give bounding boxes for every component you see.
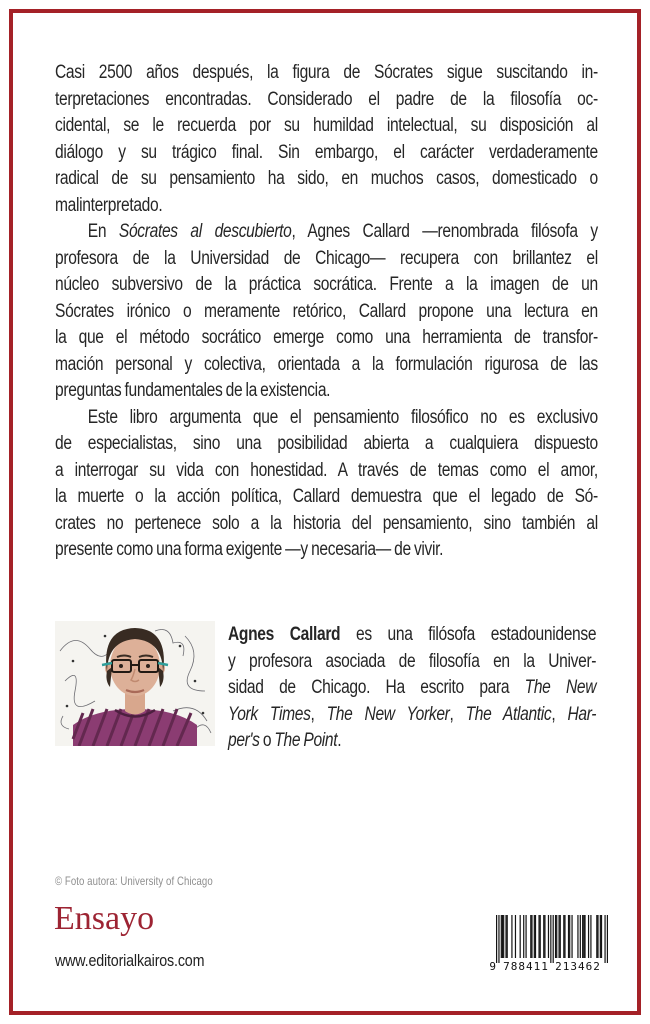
- author-portrait-illustration: [55, 621, 215, 746]
- text-line: diálogo y su trágico final. Sin embargo, el carácter verdaderamente: [55, 141, 598, 163]
- text-line: mación personal y colectiva, orientada a la formulación rigurosa de las: [55, 353, 598, 375]
- text-line: de especialistas, sino una posibilidad abierta a cualquiera dispuesto: [55, 433, 598, 454]
- text-line: la muerte o la acción política, Callard demuestra que el legado de Só-: [55, 486, 598, 507]
- text-line: núcleo subversivo de la práctica socrática. Frente a la imagen de un: [55, 274, 598, 295]
- text-line: y profesora asociada de filosofía en la Univer-: [228, 650, 597, 672]
- text-line: a interrogar su vida con honestidad. A través de temas como el amor,: [55, 459, 598, 481]
- text-line: presente como una forma exigente —y necesaria— de vivir.: [55, 539, 444, 560]
- text-line: En Sócrates al descubierto, Agnes Callard —renombrada filósofa y: [87, 221, 598, 242]
- barcode-digit-group: 788411: [503, 960, 549, 973]
- author-photo: [55, 621, 215, 746]
- collection-label: Ensayo: [54, 900, 155, 937]
- text-line: cidental, se le recuerda por su humildad intelectual, su disposición al: [55, 115, 598, 136]
- text-line: la que el método socrático emerge como una herramienta de transfor-: [55, 327, 598, 348]
- text-line: radical de su pensamiento ha sido, en muchos casos, domesticado o: [55, 168, 598, 189]
- text-line: malinterpretado.: [55, 194, 163, 216]
- text-line: Este libro argumenta que el pensamiento filosófico no es exclusivo: [87, 406, 598, 428]
- photo-credit: © Foto autora: University of Chicago: [55, 874, 213, 888]
- text-line: terpretaciones encontradas. Considerado el padre de la filosofía oc-: [55, 88, 598, 110]
- text-line: profesora de la Universidad de Chicago— recupera con brillantez el: [55, 247, 598, 269]
- text-line: sidad de Chicago. Ha escrito para The New: [228, 677, 597, 698]
- author-bio-text: [228, 622, 596, 755]
- barcode-digit-group: 213462: [555, 960, 601, 973]
- barcode-digit-group: 9: [486, 960, 496, 973]
- barcode: [488, 915, 616, 977]
- text-line: York Times, The New Yorker, The Atlantic, Har-: [228, 703, 597, 725]
- text-line: crates no pertenece solo a la historia del pensamiento, sino también al: [55, 512, 598, 534]
- publisher-website: www.editorialkairos.com: [55, 951, 205, 970]
- synopsis-text: [55, 60, 598, 564]
- text-line: Sócrates irónico o meramente retórico, Callard propone una lectura en: [55, 300, 598, 322]
- text-line: Agnes Callard es una filósofa estadounidense: [228, 624, 597, 645]
- text-line: preguntas fundamentales de la existencia.: [55, 380, 331, 401]
- text-line: Casi 2500 años después, la figura de Sócrates sigue suscitando in-: [55, 62, 598, 83]
- barcode-bars: [496, 915, 608, 963]
- text-line: per's o The Point.: [228, 730, 342, 751]
